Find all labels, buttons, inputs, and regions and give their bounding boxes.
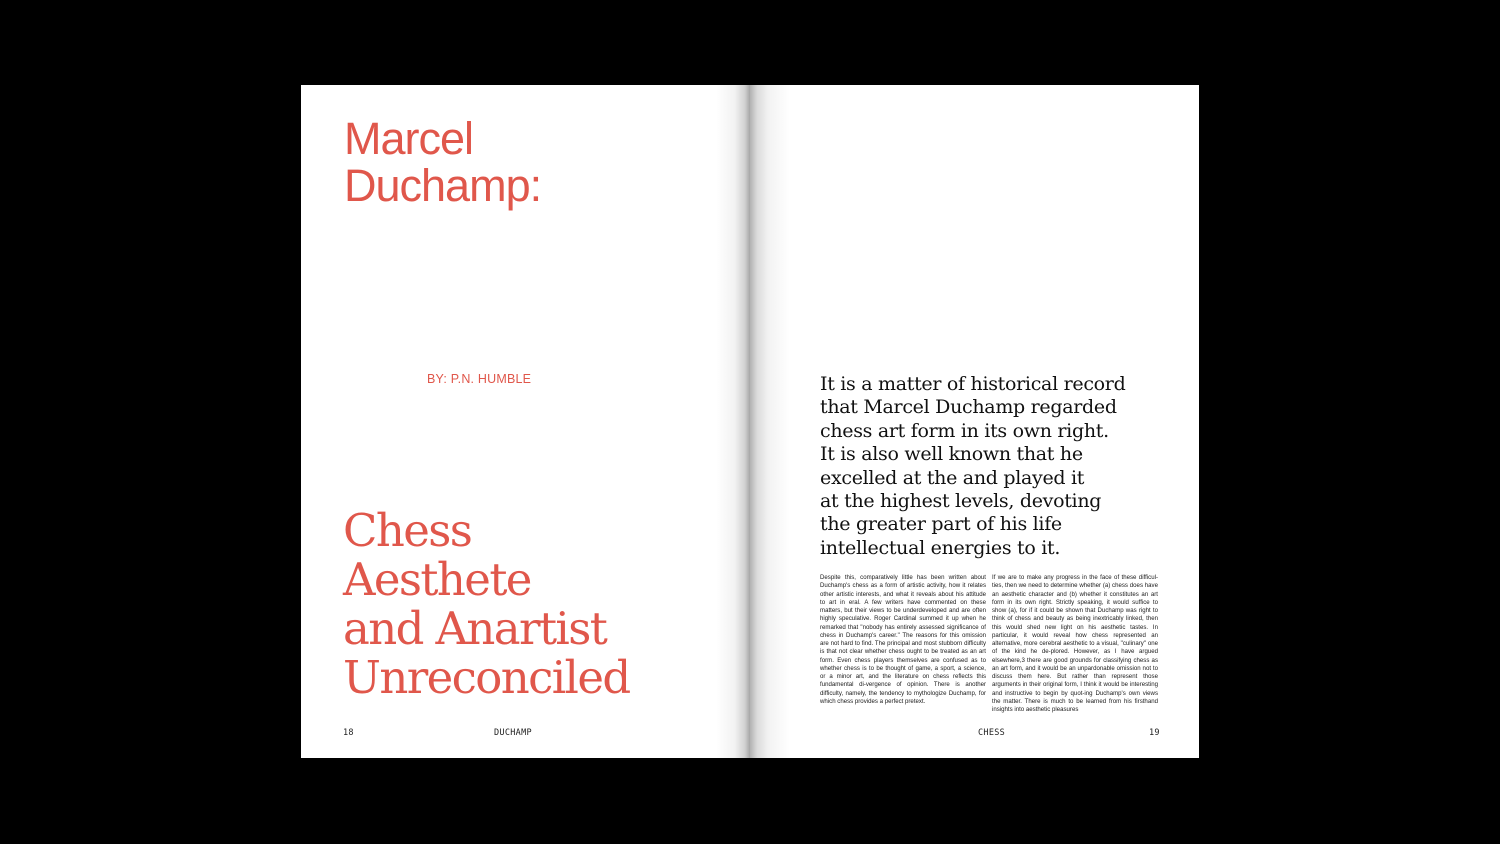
page-number-right: 19 <box>1149 728 1160 738</box>
lede-line: It is also well known that he <box>820 443 1083 466</box>
magazine-spread <box>301 85 1199 758</box>
title-line: Marcel <box>344 113 474 164</box>
lede-paragraph <box>820 373 1125 560</box>
lede-line: It is a matter of historical record <box>820 373 1126 395</box>
gutter-shadow <box>750 85 790 758</box>
subtitle-line: Unreconciled <box>343 651 630 704</box>
title-line: Duchamp: <box>344 160 542 211</box>
page-number-left: 18 <box>343 728 354 738</box>
running-head-left: DUCHAMP <box>494 728 532 738</box>
lede-line: intellectual energies to it. <box>820 536 1061 559</box>
left-page <box>301 85 750 758</box>
gutter-shadow <box>716 85 750 758</box>
subtitle-line: and Anartist <box>343 602 607 655</box>
body-column-2: If we are to make any progress in the face of these difficul-ties, then we need to determine whether (a) chess does have an aesthetic character and (b) whether it constitutes an art form in its own right. Strictly speaking, it would suffice to show (a), for if it could be shown that Duchamp was right to think of chess and beauty as being inextricably linked, then this would shed new light on his aesthetic tastes. In particular, it would reveal how chess represented an alternative, more cerebral aesthetic to a visual, "culinary" one of the kind he de-plored. However, as I have argued elsewhere,3 there are good grounds for classifying chess as an art form, and it would be an unpardonable omission not to discuss them here. But rather than represent those arguments in their original form, I think it would be interesting and instructive to begin by quot-ing Duchamp's own views the matter. There is much to be learned from his firsthand insights into aesthetic pleasures <box>992 574 1158 713</box>
lede-line: excelled at the and played it <box>820 466 1085 489</box>
right-page <box>750 85 1199 758</box>
subtitle-line: Aesthete <box>343 553 531 606</box>
lede-line: at the highest levels, devoting <box>820 490 1102 513</box>
lede-line: that Marcel Duchamp regarded <box>820 396 1117 419</box>
byline: BY: P.N. HUMBLE <box>427 372 532 386</box>
lede-line: chess art form in its own right. <box>820 419 1109 442</box>
lede-line: the greater part of his life <box>820 513 1062 536</box>
subtitle-line: Chess <box>343 504 472 557</box>
article-subtitle <box>343 506 630 702</box>
running-head-right: CHESS <box>978 728 1006 738</box>
article-title <box>344 115 541 209</box>
body-column-1: Despite this, comparatively little has been written about Duchamp's chess as a form of artistic activity, how it relates other artistic interests, and what it reveals about his attitude to art in eral. A few writers have commented on these matters, but their views to be underdeveloped and are often highly speculative. Roger Cardinal summed it up when he remarked that "nobody has entirely assessed significance of chess in Duchamp's career." The reasons for this omission are not hard to find. The principal and most stubborn difficulty is that not clear whether chess ought to be treated as an art form. Even chess players themselves are confused as to whether chess is to be thought of game, a sport, a science, or a minor art, and the literature on chess reflects this fundamental di-vergence of opinion. There is another difficulty, namely, the tendency to mythologize Duchamp, for which chess provides a perfect pretext. <box>820 574 986 705</box>
